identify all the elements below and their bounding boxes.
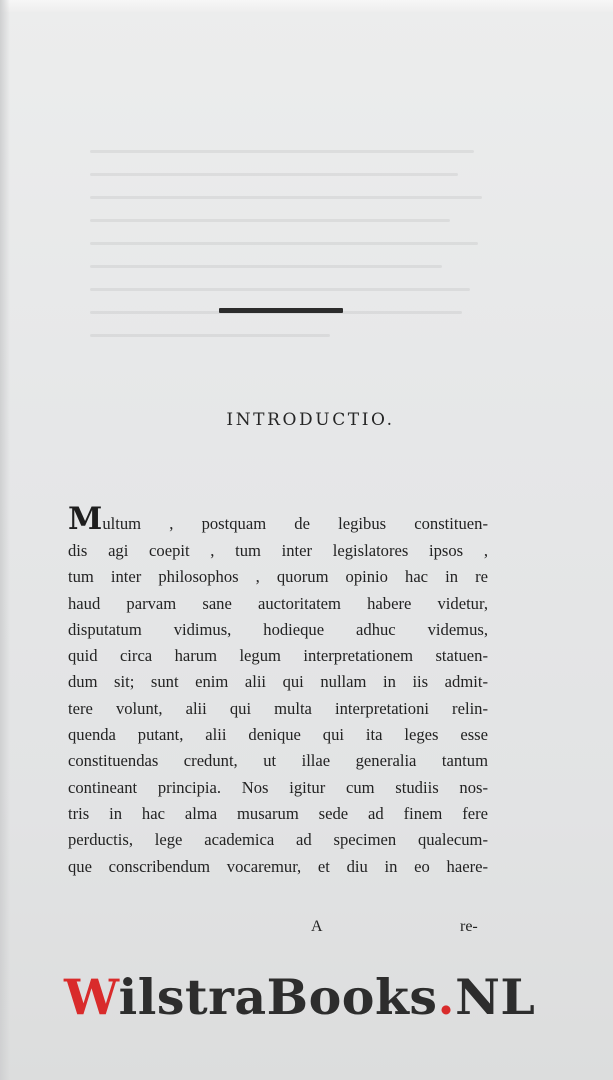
watermark-logo (64, 968, 544, 1026)
watermark-suffix: NL (455, 968, 536, 1026)
catchword: re- (460, 918, 478, 935)
text-line: dum sit; sunt enim alii qui nullam in iis admit- (68, 672, 488, 692)
watermark-dot: . (437, 968, 456, 1026)
text-line: quid circa harum legum interpretationem statuen- (68, 646, 488, 666)
page-heading: INTRODUCTIO. (226, 410, 395, 430)
text-line: que conscribendum vocaremur, et diu in eo haere- (68, 856, 488, 876)
text-line: tum inter philosophos , quorum opinio hac in re (68, 567, 488, 587)
book-page (8, 10, 613, 1080)
text-line: tere volunt, alii qui multa interpretationi relin- (68, 698, 488, 718)
text-line-content: ultum , postquam de legibus constituen- (102, 514, 488, 533)
text-line: contineant principia. Nos igitur cum studiis nos- (68, 777, 488, 797)
text-line: perductis, lege academica ad specimen qualecum- (68, 830, 488, 850)
watermark-name: ilstraBooks (118, 968, 438, 1026)
drop-cap: M (68, 501, 103, 537)
text-line: disputatum vidimus, hodieque adhuc videmus, (68, 619, 488, 639)
text-line: tris in hac alma musarum sede ad finem fere (68, 803, 488, 823)
body-text (68, 502, 488, 880)
bleed-through-text (90, 150, 490, 357)
signature-mark: A (311, 918, 323, 935)
watermark-initial: W (64, 968, 119, 1026)
ornamental-rule (219, 308, 343, 313)
text-line: constituendas credunt, ut illae generalia tantum (68, 751, 488, 771)
text-line: quenda putant, alii denique qui ita leges esse (68, 725, 488, 745)
text-line: dis agi coepit , tum inter legislatores ipsos , (68, 541, 488, 560)
text-line: haud parvam sane auctoritatem habere videtur, (68, 593, 488, 613)
text-line (68, 502, 488, 538)
